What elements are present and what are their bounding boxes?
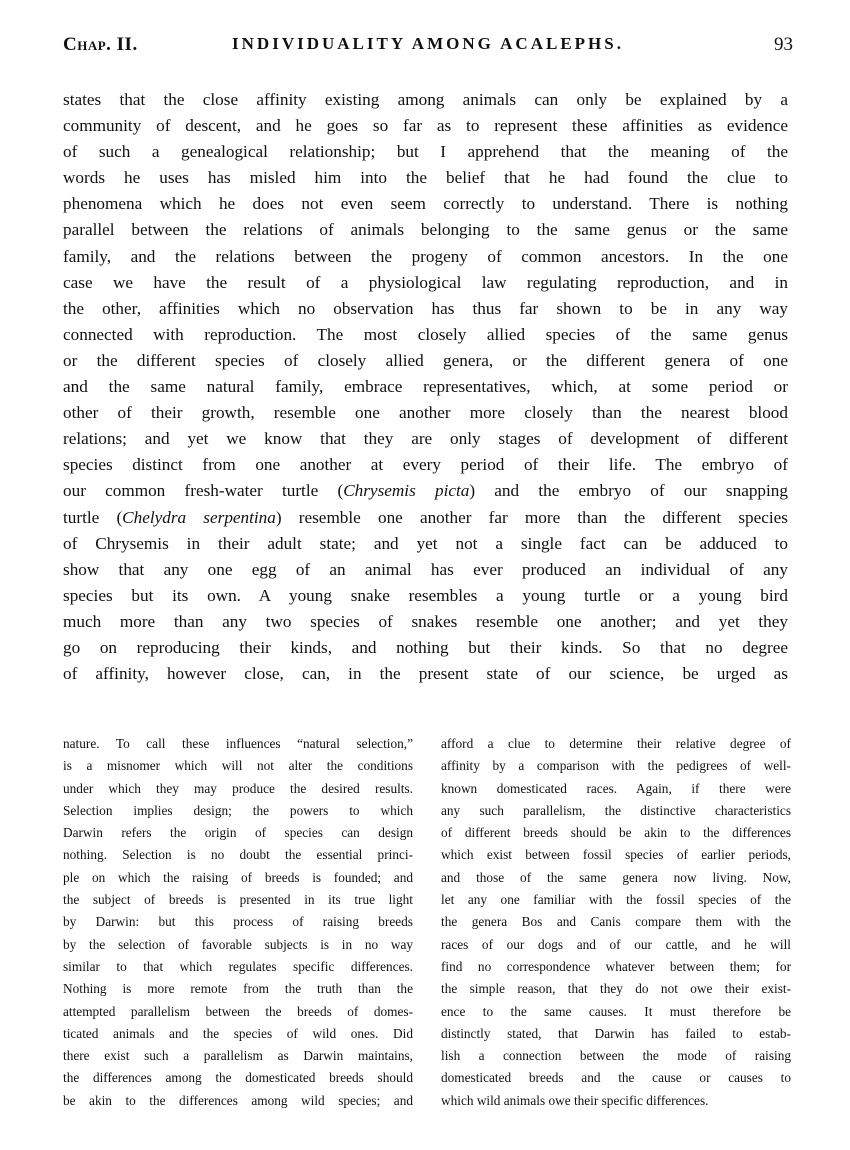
- text-line: under which they may produce the desired results.: [63, 780, 413, 796]
- text-line: the genera Bos and Canis compare them with the: [441, 914, 791, 930]
- text-line: Nothing is more remote from the truth than the: [63, 981, 413, 997]
- text-line: known domesticated races. Again, if there were: [441, 780, 791, 796]
- text-line: there exist such a parallelism as Darwin maintains,: [63, 1048, 413, 1064]
- running-header: [63, 34, 793, 64]
- text-line: or the different species of closely allied genera, or the different genera of one: [63, 350, 788, 370]
- text-line: our common fresh-water turtle (Chrysemis picta) and the embryo of our snapping: [63, 481, 788, 501]
- text-line: connected with reproduction. The most closely allied species of the same genus: [63, 324, 788, 344]
- text-line: be akin to the differences among wild species; and: [63, 1092, 413, 1108]
- text-line: nothing. Selection is no doubt the essential princi-: [63, 847, 413, 863]
- text-line: of affinity, however close, can, in the present state of our science, be urged as: [63, 664, 788, 684]
- text-line: attempted parallelism between the breeds of domes-: [63, 1003, 413, 1019]
- text-line: relations; and yet we know that they are only stages of development of different: [63, 429, 788, 449]
- text-line: family, and the relations between the progeny of common ancestors. In the one: [63, 246, 788, 266]
- text-line: domesticated breeds and the cause or causes to: [441, 1070, 791, 1086]
- text-line: distinctly stated, that Darwin has failed to estab-: [441, 1025, 791, 1041]
- text-line: the other, affinities which no observation has thus far shown to be in any way: [63, 298, 788, 318]
- text-line: phenomena which he does not even seem correctly to understand. There is nothing: [63, 194, 788, 214]
- main-text: [63, 87, 788, 687]
- text-line: lish a connection between the mode of raising: [441, 1048, 791, 1064]
- text-line: go on reproducing their kinds, and nothing but their kinds. So that no degree: [63, 637, 788, 657]
- text-line: states that the close affinity existing among animals can only be explained by a: [63, 90, 788, 109]
- text-line: ple on which the raising of breeds is founded; and: [63, 869, 413, 885]
- text-line: ticated animals and the species of wild ones. Did: [63, 1025, 413, 1041]
- text-line: any such parallelism, the distinctive characteristics: [441, 802, 791, 818]
- text-line: parallel between the relations of animals belonging to the same genus or the same: [63, 220, 788, 240]
- text-line: affinity by a comparison with the pedigrees of well-: [441, 758, 791, 774]
- text-line: races of our dogs and of our cattle, and he will: [441, 936, 791, 952]
- page-number: 93: [774, 34, 793, 55]
- text-line: Darwin refers the origin of species can design: [63, 825, 413, 841]
- chapter-label: Chap. II.: [63, 34, 138, 55]
- text-line: of such a genealogical relationship; but I apprehend that the meaning of the: [63, 142, 788, 162]
- text-line: similar to that which regulates specific differences.: [63, 958, 413, 974]
- text-line: of different breeds should be akin to the differences: [441, 825, 791, 841]
- text-line: the subject of breeds is presented in its true light: [63, 892, 413, 908]
- footnote-column-left: [63, 733, 413, 1112]
- text-line: let any one familiar with the fossil species of the: [441, 892, 791, 908]
- text-line: which exist between fossil species of earlier periods,: [441, 847, 791, 863]
- text-line: the simple reason, that they do not owe their exist-: [441, 981, 791, 997]
- text-line: ence to the same causes. It must therefore be: [441, 1003, 791, 1019]
- text-line: of Chrysemis in their adult state; and yet not a single fact can be adduced to: [63, 533, 788, 553]
- text-line: case we have the result of a physiological law regulating reproduction, and in: [63, 272, 788, 292]
- text-line: which wild animals owe their specific differences.: [441, 1092, 709, 1108]
- text-line: much more than any two species of snakes resemble one another; and yet they: [63, 611, 788, 631]
- text-line: and those of the same genera now living. Now,: [441, 869, 791, 885]
- text-line: turtle (Chelydra serpentina) resemble one another far more than the different species: [63, 507, 788, 527]
- text-line: is a misnomer which will not alter the conditions: [63, 758, 413, 774]
- text-line: show that any one egg of an animal has ever produced an individual of any: [63, 559, 788, 579]
- text-line: words he uses has misled him into the belief that he had found the clue to: [63, 168, 788, 188]
- text-line: by the selection of favorable subjects is in no way: [63, 936, 413, 952]
- text-line: community of descent, and he goes so far as to represent these affinities as evidence: [63, 116, 788, 136]
- text-line: the differences among the domesticated breeds should: [63, 1070, 413, 1086]
- footnote-column-right: [441, 733, 791, 1112]
- text-line: find no correspondence whatever between them; for: [441, 958, 791, 974]
- running-title: INDIVIDUALITY AMONG ACALEPHS.: [232, 34, 624, 53]
- text-line: other of their growth, resemble one another more closely than the nearest blood: [63, 403, 788, 423]
- text-line: nature. To call these influences “natural selection,”: [63, 736, 413, 751]
- text-line: species distinct from one another at every period of their life. The embryo of: [63, 455, 788, 475]
- text-line: Selection implies design; the powers to which: [63, 802, 413, 818]
- text-line: by Darwin: but this process of raising breeds: [63, 914, 413, 930]
- text-line: species but its own. A young snake resembles a young turtle or a young bird: [63, 585, 788, 605]
- text-line: afford a clue to determine their relative degree of: [441, 736, 791, 751]
- text-line: and the same natural family, embrace representatives, which, at some period or: [63, 377, 788, 397]
